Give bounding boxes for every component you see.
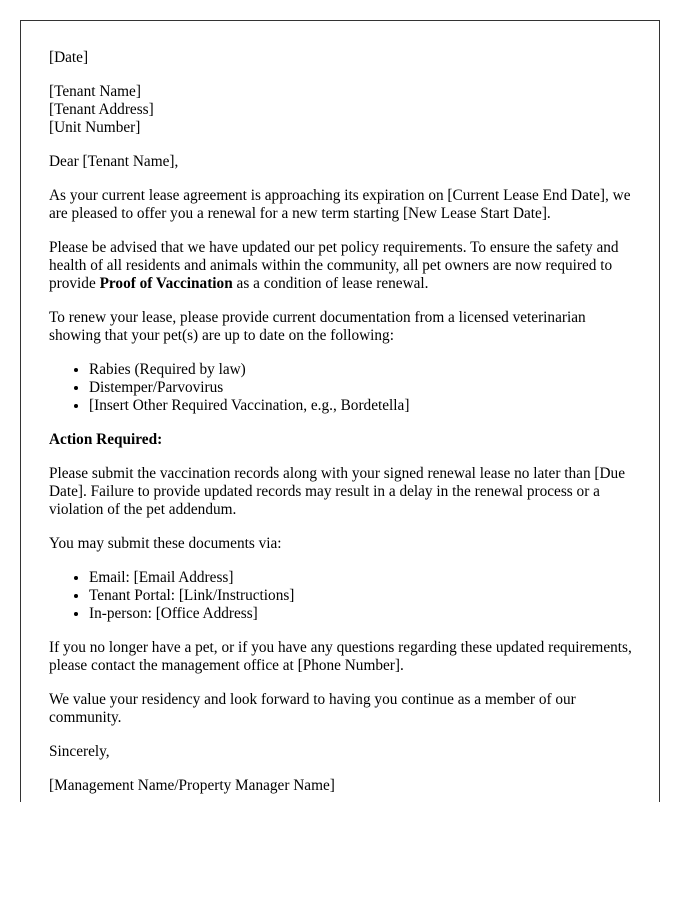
- intro-paragraph: As your current lease agreement is approaching its expiration on [Current Lease End Date], we are pleased to offer you a renewal for a new term starting [New Lease Start Date].: [49, 187, 631, 222]
- closing: Sincerely,: [49, 743, 110, 760]
- list-item: • Email: [Email Address]: [89, 569, 632, 587]
- tenant-address: [Tenant Address]: [49, 101, 154, 118]
- documentation-paragraph: To renew your lease, please provide current documentation from a licensed veterinarian showing that your pet(s) are up to date on the following:: [49, 309, 586, 344]
- signature: [Management Name/Property Manager Name]: [49, 777, 335, 794]
- proof-of-vaccination: Proof of Vaccination: [99, 275, 233, 292]
- list-item: • Distemper/Parvovirus: [89, 379, 632, 397]
- salutation: Dear [Tenant Name],: [49, 153, 179, 170]
- date: [Date]: [49, 49, 89, 66]
- policy-text-end: as a condition of lease renewal.: [232, 275, 429, 292]
- unit-number: [Unit Number]: [49, 119, 141, 136]
- policy-text: Please be advised that we have updated our pet policy requirements. To ensure the safety and health of all residents and animals within the community, all pet owners are now required to provide: [49, 239, 619, 292]
- deadline-paragraph: Please submit the vaccination records along with your signed renewal lease no later than [Due Date]. Failure to provide updated records may result in a delay in the renewal process or a violation of the pet addendum.: [49, 465, 625, 518]
- submission-methods-list: [49, 569, 632, 623]
- list-item: • [Insert Other Required Vaccination, e.g., Bordetella]: [89, 397, 632, 415]
- recipient-block: [49, 83, 632, 137]
- list-item: • Rabies (Required by law): [89, 361, 632, 379]
- closing-paragraph: We value your residency and look forward to having you continue as a member of our community.: [49, 691, 576, 726]
- vaccination-list: [49, 361, 632, 415]
- action-heading: [49, 431, 632, 449]
- policy-paragraph: [49, 239, 632, 293]
- submission-paragraph: You may submit these documents via:: [49, 535, 282, 552]
- contact-paragraph: If you no longer have a pet, or if you have any questions regarding these updated requirements, please contact the management office at [Phone Number].: [49, 639, 632, 674]
- list-item: • Tenant Portal: [Link/Instructions]: [89, 587, 632, 605]
- action-heading-text: Action Required:: [49, 431, 163, 448]
- tenant-name: [Tenant Name]: [49, 83, 141, 100]
- list-item: • In-person: [Office Address]: [89, 605, 632, 623]
- letter-page: [20, 20, 660, 802]
